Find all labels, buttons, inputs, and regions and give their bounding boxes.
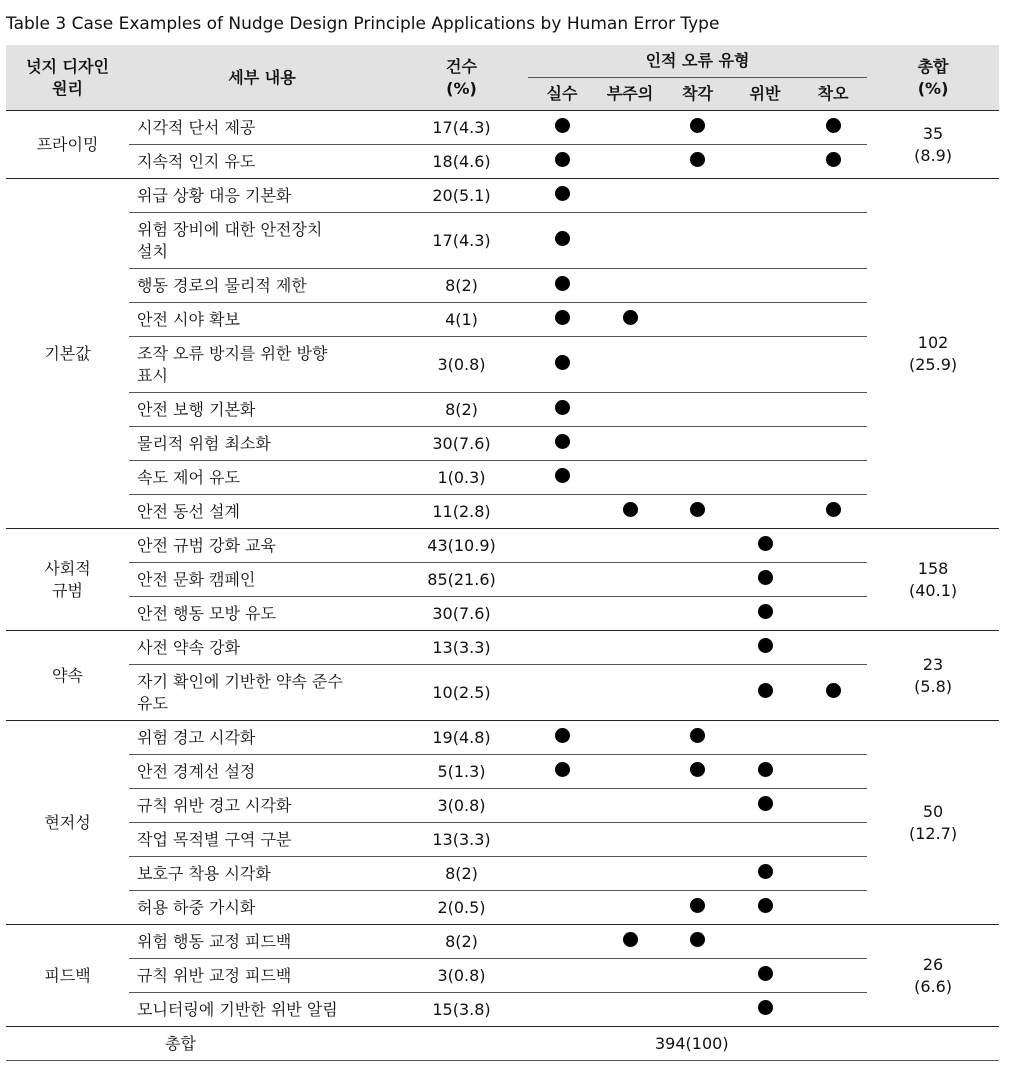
count-cell: 13(3.3) (395, 631, 528, 665)
error-type-cell (799, 393, 867, 427)
error-type-cell (731, 427, 799, 461)
error-type-cell (799, 303, 867, 337)
error-type-cell (731, 665, 799, 721)
error-type-cell (664, 823, 731, 857)
error-type-cell (596, 755, 664, 789)
table-row (6, 755, 999, 789)
error-type-cell (664, 337, 731, 393)
count-cell: 5(1.3) (395, 755, 528, 789)
error-type-cell (664, 755, 731, 789)
error-type-cell (528, 461, 596, 495)
error-type-cell (799, 111, 867, 145)
error-type-cell (528, 993, 596, 1027)
error-type-cell (528, 857, 596, 891)
error-type-cell (596, 179, 664, 213)
table-caption: Table 3 Case Examples of Nudge Design Principle Applications by Human Error Type (6, 14, 720, 34)
filled-circle-icon (555, 468, 570, 483)
error-type-cell (799, 993, 867, 1027)
principle-cell: 피드백 (6, 925, 129, 1027)
error-type-cell (664, 145, 731, 179)
error-type-cell (799, 597, 867, 631)
error-type-cell (664, 597, 731, 631)
table-row (6, 891, 999, 925)
error-type-cell (799, 959, 867, 993)
count-cell: 2(0.5) (395, 891, 528, 925)
detail-cell: 허용 하중 가시화 (129, 891, 395, 925)
table-row (6, 857, 999, 891)
filled-circle-icon (690, 898, 705, 913)
error-type-cell (799, 563, 867, 597)
error-type-cell (731, 303, 799, 337)
error-type-cell (664, 179, 731, 213)
error-type-cell (596, 665, 664, 721)
header-error-type: 착각 (664, 78, 731, 111)
error-type-cell (528, 959, 596, 993)
table-row (6, 269, 999, 303)
error-type-cell (528, 427, 596, 461)
header-error-group: 인적 오류 유형 (528, 45, 867, 78)
error-type-cell (664, 111, 731, 145)
filled-circle-icon (758, 1000, 773, 1015)
detail-cell: 규칙 위반 교정 피드백 (129, 959, 395, 993)
table-row (6, 179, 999, 213)
header-error-type: 착오 (799, 78, 867, 111)
error-type-cell (596, 303, 664, 337)
error-type-cell (799, 213, 867, 269)
error-type-cell (528, 823, 596, 857)
detail-cell: 보호구 착용 시각화 (129, 857, 395, 891)
error-type-cell (731, 857, 799, 891)
table-row (6, 461, 999, 495)
header-error-type: 위반 (731, 78, 799, 111)
filled-circle-icon (555, 762, 570, 777)
error-type-cell (731, 755, 799, 789)
count-cell: 13(3.3) (395, 823, 528, 857)
error-type-cell (664, 665, 731, 721)
error-type-cell (799, 721, 867, 755)
error-type-cell (528, 303, 596, 337)
detail-cell: 작업 목적별 구역 구분 (129, 823, 395, 857)
error-type-cell (596, 337, 664, 393)
error-type-cell (596, 427, 664, 461)
table-row (6, 529, 999, 563)
principle-cell: 사회적 규범 (6, 529, 129, 631)
detail-cell: 안전 경계선 설정 (129, 755, 395, 789)
count-cell: 85(21.6) (395, 563, 528, 597)
error-type-cell (596, 563, 664, 597)
principle-cell: 프라이밍 (6, 111, 129, 179)
error-type-cell (596, 111, 664, 145)
error-type-cell (731, 461, 799, 495)
error-type-cell (596, 721, 664, 755)
principle-cell: 기본값 (6, 179, 129, 529)
detail-cell: 안전 문화 캠페인 (129, 563, 395, 597)
detail-cell: 안전 동선 설계 (129, 495, 395, 529)
filled-circle-icon (758, 796, 773, 811)
table-row (6, 303, 999, 337)
detail-cell: 규칙 위반 경고 시각화 (129, 789, 395, 823)
filled-circle-icon (555, 186, 570, 201)
detail-cell: 안전 규범 강화 교육 (129, 529, 395, 563)
error-type-cell (664, 393, 731, 427)
summary-label: 총합 (129, 1027, 395, 1061)
filled-circle-icon (690, 118, 705, 133)
detail-cell: 지속적 인지 유도 (129, 145, 395, 179)
filled-circle-icon (758, 638, 773, 653)
table-row (6, 959, 999, 993)
error-type-cell (596, 631, 664, 665)
table-row (6, 993, 999, 1027)
count-cell: 11(2.8) (395, 495, 528, 529)
error-type-cell (596, 529, 664, 563)
error-type-cell (731, 337, 799, 393)
filled-circle-icon (826, 683, 841, 698)
error-type-cell (731, 563, 799, 597)
count-cell: 30(7.6) (395, 427, 528, 461)
error-type-cell (528, 789, 596, 823)
error-type-cell (596, 857, 664, 891)
count-cell: 43(10.9) (395, 529, 528, 563)
error-type-cell (731, 789, 799, 823)
error-type-cell (731, 597, 799, 631)
error-type-cell (528, 393, 596, 427)
count-cell: 8(2) (395, 925, 528, 959)
error-type-cell (799, 529, 867, 563)
filled-circle-icon (690, 502, 705, 517)
table-row (6, 721, 999, 755)
error-type-cell (799, 823, 867, 857)
filled-circle-icon (758, 864, 773, 879)
header-count: 건수 (%) (395, 45, 528, 111)
count-cell: 15(3.8) (395, 993, 528, 1027)
detail-cell: 안전 시야 확보 (129, 303, 395, 337)
filled-circle-icon (555, 276, 570, 291)
error-type-cell (664, 213, 731, 269)
error-type-cell (731, 111, 799, 145)
error-type-cell (528, 925, 596, 959)
count-cell: 8(2) (395, 269, 528, 303)
error-type-cell (664, 529, 731, 563)
error-type-cell (664, 891, 731, 925)
error-type-cell (528, 563, 596, 597)
detail-cell: 위급 상황 대응 기본화 (129, 179, 395, 213)
detail-cell: 속도 제어 유도 (129, 461, 395, 495)
filled-circle-icon (758, 570, 773, 585)
error-type-cell (528, 145, 596, 179)
filled-circle-icon (623, 310, 638, 325)
error-type-cell (596, 993, 664, 1027)
error-type-cell (731, 213, 799, 269)
header-principle: 넛지 디자인 원리 (6, 45, 129, 111)
summary-row (6, 1027, 999, 1061)
group-total-cell: 50 (12.7) (867, 721, 999, 925)
error-type-cell (596, 145, 664, 179)
summary-value: 394(100) (395, 1027, 999, 1061)
error-type-cell (528, 891, 596, 925)
error-type-cell (799, 925, 867, 959)
header-error-type: 부주의 (596, 78, 664, 111)
error-type-cell (528, 495, 596, 529)
error-type-cell (664, 631, 731, 665)
filled-circle-icon (623, 932, 638, 947)
error-type-cell (799, 461, 867, 495)
error-type-cell (799, 789, 867, 823)
count-cell: 1(0.3) (395, 461, 528, 495)
error-type-cell (799, 145, 867, 179)
error-type-cell (731, 823, 799, 857)
filled-circle-icon (758, 762, 773, 777)
error-type-cell (596, 461, 664, 495)
error-type-cell (731, 145, 799, 179)
table-row (6, 597, 999, 631)
error-type-cell (664, 461, 731, 495)
table-row (6, 337, 999, 393)
filled-circle-icon (555, 231, 570, 246)
table-row (6, 145, 999, 179)
group-total-cell: 23 (5.8) (867, 631, 999, 721)
detail-cell: 위험 경고 시각화 (129, 721, 395, 755)
error-type-cell (528, 631, 596, 665)
error-type-cell (799, 337, 867, 393)
error-type-cell (596, 269, 664, 303)
header-error-type: 실수 (528, 78, 596, 111)
count-cell: 3(0.8) (395, 789, 528, 823)
error-type-cell (664, 959, 731, 993)
count-cell: 18(4.6) (395, 145, 528, 179)
error-type-cell (799, 631, 867, 665)
filled-circle-icon (690, 762, 705, 777)
error-type-cell (664, 925, 731, 959)
table-row (6, 789, 999, 823)
table-row (6, 495, 999, 529)
filled-circle-icon (555, 310, 570, 325)
detail-cell: 자기 확인에 기반한 약속 준수 유도 (129, 665, 395, 721)
error-type-cell (528, 337, 596, 393)
error-type-cell (596, 959, 664, 993)
filled-circle-icon (555, 118, 570, 133)
filled-circle-icon (758, 604, 773, 619)
error-type-cell (528, 755, 596, 789)
filled-circle-icon (555, 355, 570, 370)
error-type-cell (528, 213, 596, 269)
filled-circle-icon (555, 400, 570, 415)
count-cell: 10(2.5) (395, 665, 528, 721)
error-type-cell (664, 269, 731, 303)
error-type-cell (596, 823, 664, 857)
error-type-cell (664, 857, 731, 891)
filled-circle-icon (826, 118, 841, 133)
count-cell: 3(0.8) (395, 959, 528, 993)
count-cell: 19(4.8) (395, 721, 528, 755)
filled-circle-icon (758, 683, 773, 698)
table-row (6, 111, 999, 145)
group-total-cell: 158 (40.1) (867, 529, 999, 631)
filled-circle-icon (826, 152, 841, 167)
error-type-cell (664, 563, 731, 597)
detail-cell: 행동 경로의 물리적 제한 (129, 269, 395, 303)
filled-circle-icon (555, 434, 570, 449)
error-type-cell (528, 179, 596, 213)
table-row (6, 665, 999, 721)
error-type-cell (799, 665, 867, 721)
error-type-cell (799, 857, 867, 891)
error-type-cell (731, 993, 799, 1027)
summary-spacer (6, 1027, 129, 1061)
count-cell: 8(2) (395, 857, 528, 891)
filled-circle-icon (555, 152, 570, 167)
error-type-cell (596, 213, 664, 269)
table-row (6, 427, 999, 461)
table-row (6, 631, 999, 665)
error-type-cell (799, 269, 867, 303)
table-row (6, 213, 999, 269)
error-type-cell (731, 269, 799, 303)
group-total-cell: 26 (6.6) (867, 925, 999, 1027)
filled-circle-icon (690, 152, 705, 167)
error-type-cell (799, 179, 867, 213)
error-type-cell (731, 179, 799, 213)
filled-circle-icon (758, 898, 773, 913)
header-total: 총합 (%) (867, 45, 999, 111)
error-type-cell (731, 925, 799, 959)
error-type-cell (596, 597, 664, 631)
table-row (6, 393, 999, 427)
detail-cell: 안전 보행 기본화 (129, 393, 395, 427)
group-total-cell: 35 (8.9) (867, 111, 999, 179)
count-cell: 30(7.6) (395, 597, 528, 631)
error-type-cell (731, 393, 799, 427)
table-row (6, 925, 999, 959)
filled-circle-icon (623, 502, 638, 517)
error-type-cell (731, 529, 799, 563)
detail-cell: 위험 장비에 대한 안전장치 설치 (129, 213, 395, 269)
detail-cell: 조작 오류 방지를 위한 방향 표시 (129, 337, 395, 393)
count-cell: 17(4.3) (395, 213, 528, 269)
error-type-cell (799, 755, 867, 789)
filled-circle-icon (758, 966, 773, 981)
error-type-cell (664, 789, 731, 823)
error-type-cell (731, 631, 799, 665)
error-type-cell (799, 427, 867, 461)
principle-cell: 현저성 (6, 721, 129, 925)
detail-cell: 사전 약속 강화 (129, 631, 395, 665)
error-type-cell (596, 891, 664, 925)
error-type-cell (799, 495, 867, 529)
error-type-cell (799, 891, 867, 925)
error-type-cell (596, 789, 664, 823)
error-type-cell (731, 495, 799, 529)
filled-circle-icon (690, 932, 705, 947)
error-type-cell (528, 269, 596, 303)
count-cell: 4(1) (395, 303, 528, 337)
detail-cell: 위험 행동 교정 피드백 (129, 925, 395, 959)
error-type-cell (664, 427, 731, 461)
error-type-cell (664, 303, 731, 337)
error-type-cell (731, 891, 799, 925)
filled-circle-icon (758, 536, 773, 551)
count-cell: 8(2) (395, 393, 528, 427)
error-type-cell (664, 495, 731, 529)
table-body (6, 111, 999, 1061)
table-row (6, 823, 999, 857)
detail-cell: 시각적 단서 제공 (129, 111, 395, 145)
header-detail: 세부 내용 (129, 45, 395, 111)
error-type-cell (596, 925, 664, 959)
error-type-cell (528, 111, 596, 145)
error-type-cell (731, 721, 799, 755)
error-type-cell (596, 495, 664, 529)
group-total-cell: 102 (25.9) (867, 179, 999, 529)
filled-circle-icon (555, 728, 570, 743)
detail-cell: 안전 행동 모방 유도 (129, 597, 395, 631)
error-type-cell (596, 393, 664, 427)
error-type-cell (528, 529, 596, 563)
filled-circle-icon (826, 502, 841, 517)
nudge-error-table (6, 45, 999, 1061)
count-cell: 3(0.8) (395, 337, 528, 393)
error-type-cell (731, 959, 799, 993)
detail-cell: 물리적 위험 최소화 (129, 427, 395, 461)
error-type-cell (664, 721, 731, 755)
table-row (6, 563, 999, 597)
principle-cell: 약속 (6, 631, 129, 721)
filled-circle-icon (690, 728, 705, 743)
error-type-cell (528, 721, 596, 755)
detail-cell: 모니터링에 기반한 위반 알림 (129, 993, 395, 1027)
error-type-cell (664, 993, 731, 1027)
error-type-cell (528, 665, 596, 721)
count-cell: 20(5.1) (395, 179, 528, 213)
error-type-cell (528, 597, 596, 631)
count-cell: 17(4.3) (395, 111, 528, 145)
